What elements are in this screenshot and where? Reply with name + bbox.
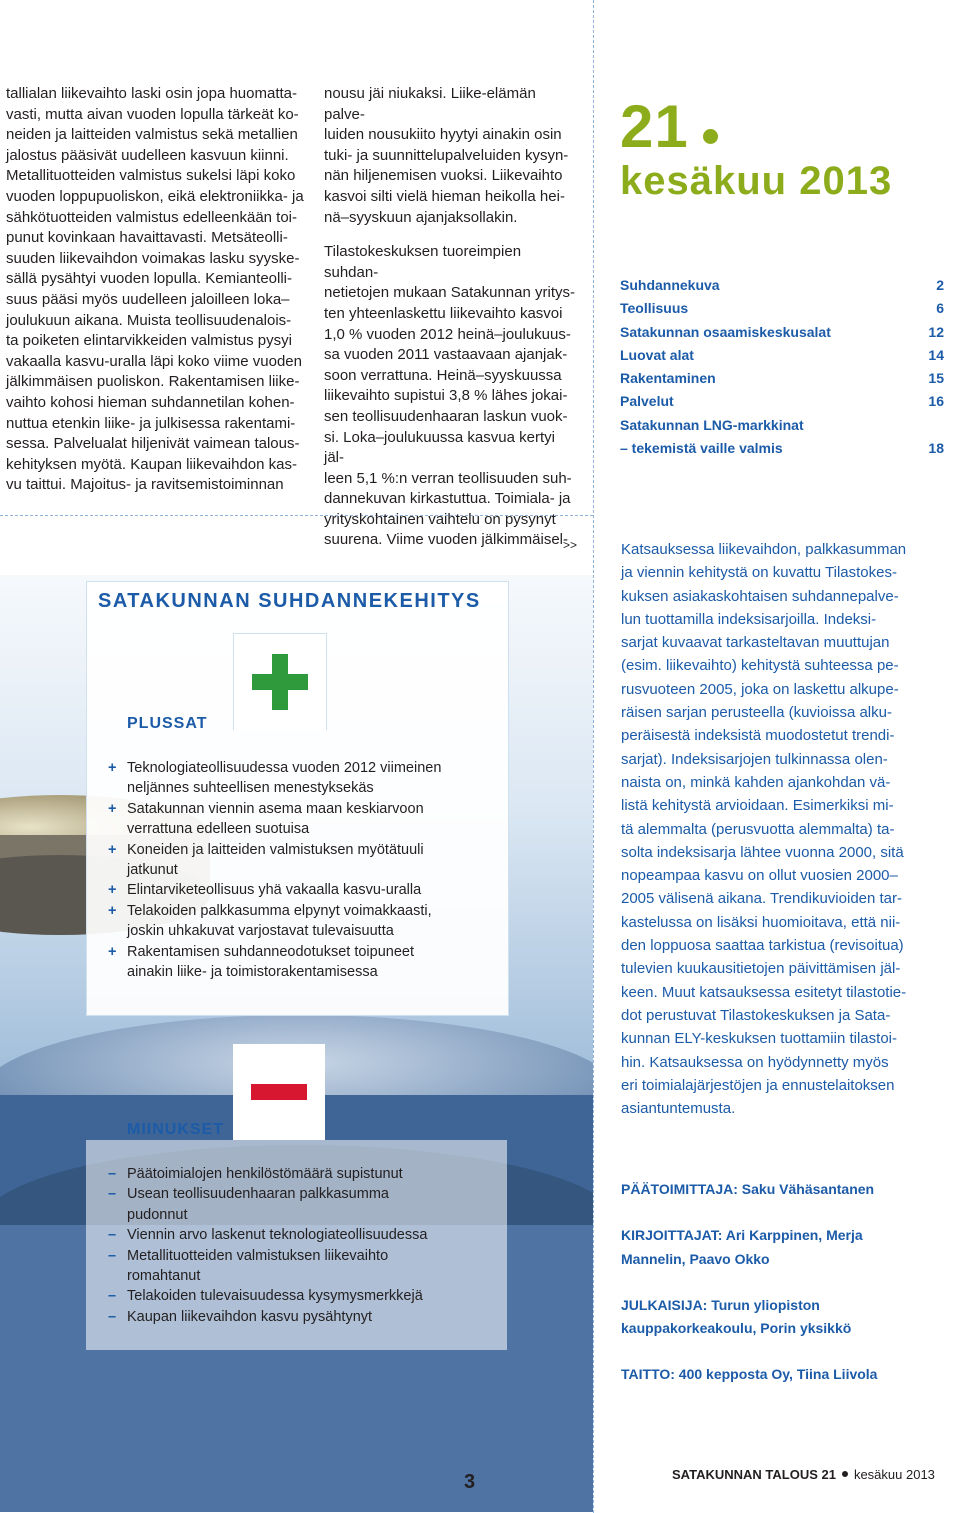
plus-heading: PLUSSAT — [127, 715, 208, 732]
bullet-dot-icon — [703, 129, 718, 144]
credits — [621, 1178, 944, 1410]
article-paragraph: Tilastokeskuksen tuoreimpien suhdan- netietojen mukaan Satakunnan yritys- ten yhteenlaskettu liikevaihto kasvoi 1,0 % vuoden 2012 heinä–joulukuus- sa vuoden 2011 vastaavaan ajanjak- soon verrattuna. Heinä–syyskuussa liikevaihto supistui 3,8 % lähes jokai- sen teollisuudenhaaran laskun vuok- si. Loka–joulukuussa kasvua kertyi jäl- leen 5,1 %:n verran teollisuuden suh- dannekuvan kirkastuttua. Toimiala- ja yrityskohtainen vaihtelu on pysynyt suurena. Viime vuoden jälkimmäisel- — [324, 243, 575, 549]
credit-authors: KIRJOITTAJAT: Ari Karppinen, Merja Mannelin, Paavo Okko — [621, 1227, 863, 1267]
issue-month: kesäkuu 2013 — [620, 159, 893, 203]
credit-editor: PÄÄTOIMITTAJA: Saku Vähäsantanen — [621, 1181, 875, 1197]
table-of-contents — [620, 274, 944, 460]
minus-marker-icon: – — [108, 1308, 117, 1325]
list-item-text: Rakentamisen suhdanneodotukset toipuneet ainakin liike- ja toimistorakentamisessa — [127, 943, 414, 981]
toc-page: 2 — [936, 277, 944, 293]
list-item — [108, 799, 468, 840]
toc-page: 15 — [928, 370, 944, 387]
toc-item[interactable] — [620, 367, 944, 390]
minus-list — [108, 1164, 468, 1327]
toc-item[interactable] — [620, 390, 944, 413]
minus-icon — [233, 1044, 325, 1140]
list-item-text: Usean teollisuudenhaaran palkkasumma pudonnut — [127, 1186, 389, 1223]
list-item-text: Päätoimialojen henkilöstömäärä supistunut — [127, 1166, 403, 1182]
list-item — [108, 1286, 468, 1306]
toc-page: 16 — [928, 393, 944, 410]
credit-publisher: JULKAISIJA: Turun yliopiston kauppakorkeakoulu, Porin yksikkö — [621, 1296, 852, 1337]
list-item-text: Metallituotteiden valmistuksen liikevaihto romahtanut — [127, 1247, 389, 1285]
toc-page: 6 — [936, 300, 944, 317]
toc-item[interactable] — [620, 437, 944, 460]
list-item-text: Teknologiateollisuudessa vuoden 2012 viimeinen neljännes suhteellisen menestyksekäs — [127, 760, 442, 797]
issue-number: 21 — [620, 93, 689, 160]
list-item — [108, 1184, 468, 1225]
toc-item[interactable] — [620, 321, 944, 344]
publication-name: SATAKUNNAN TALOUS 21 — [672, 1467, 836, 1482]
footer-publication — [672, 1467, 935, 1482]
list-item — [108, 758, 468, 799]
plus-marker-icon: + — [108, 943, 117, 960]
toc-page: 14 — [928, 346, 944, 363]
toc-title: Satakunnan LNG-markkinat — [620, 416, 804, 433]
page-number: 3 — [464, 1471, 476, 1493]
article-paragraph: nousu jäi niukaksi. Liike-elämän palve- luiden nousukiito hyytyi ainakin osin tuki- ja suunnittelupalveluiden kysyn- nän hiljenemisen vuoksi. Liikevaihto kasvoi silti vielä hieman heikolla hei- nä–syyskuun ajanjaksollakin. — [324, 85, 569, 226]
article-paragraph: tallialan liikevaihto laski osin jopa huomatta- vasti, mutta aivan vuoden lopulla tärkeät ko- neiden ja laitteiden valmistus sekä metallien jalostus pääsivät uudelleen kasvuun kiinni. Metallituotteiden valmistus sukelsi läpi koko vuoden loppupuoliskon, eikä elektroniikka- ja sähkötuotteiden valmistus edelleenkään toi- punut kovinkaan havaittavasti. Metsäteolli- suuden liikevaihdon voimakas lasku syyske- sällä pysähtyi vuoden lopulla. Kemianteolli- suus pääsi myös uudelleen jaloilleen loka– joulukuun aikana. Muista teollisuudenalois- ta poiketen elintarvikkeiden valmistus pysyi vakaalla kasvu-uralla läpi koko viime vuoden jälkimmäisen puoliskon. Rakentamisen liike- vaihto kohosi hieman suhdannetilan kohen- nuttua etenkin liike- ja julkisessa rakentami- sessa. Palvelualat hiljenivät vaimean talous- kehityksen myötä. Kaupan liikevaihdon kas- vu taittui. Majoitus- ja ravitsemistoiminnan — [6, 85, 304, 494]
toc-title: Luovat alat — [620, 346, 694, 363]
toc-title: – tekemistä vaille valmis — [620, 440, 783, 457]
list-item — [108, 1225, 468, 1245]
list-item — [108, 942, 468, 983]
column-divider-vertical — [593, 0, 594, 1513]
issue-header — [620, 93, 893, 204]
list-item — [108, 1164, 468, 1184]
continue-arrow-icon: >> — [563, 538, 578, 552]
toc-title: Rakentaminen — [620, 370, 716, 387]
minus-marker-icon: – — [108, 1186, 117, 1203]
toc-page: 18 — [928, 440, 944, 457]
article-column-2 — [324, 84, 578, 565]
toc-page: 12 — [928, 323, 944, 340]
list-item-text: Koneiden ja laitteiden valmistuksen myötätuuli jatkunut — [127, 841, 424, 879]
list-item — [108, 880, 468, 900]
list-item-text: Telakoiden palkkasumma elpynyt voimakkaasti, joskin uhkakuvat varjostavat tulevaisuutta — [127, 902, 432, 940]
list-item — [108, 901, 468, 942]
toc-item[interactable] — [620, 344, 944, 367]
plus-icon — [233, 633, 327, 730]
list-item — [108, 1246, 468, 1287]
list-item-text: Telakoiden tulevaisuudessa kysymysmerkkejä — [127, 1288, 423, 1305]
plus-marker-icon: + — [108, 760, 117, 776]
outlook-box-title: SATAKUNNAN SUHDANNEKEHITYS — [98, 590, 481, 612]
publication-month: kesäkuu 2013 — [853, 1467, 935, 1482]
list-item-text: Satakunnan viennin asema maan keskiarvoon verrattuna edelleen suotuisa — [127, 800, 424, 838]
list-item — [108, 840, 468, 881]
plus-list — [108, 758, 468, 982]
toc-item[interactable] — [620, 414, 944, 437]
minus-heading: MIINUKSET — [127, 1121, 224, 1138]
plus-marker-icon: + — [108, 800, 117, 817]
list-item-text: Viennin arvo laskenut teknologiateollisuudessa — [127, 1227, 428, 1244]
bullet-dot-icon — [842, 1471, 848, 1477]
toc-item[interactable] — [620, 297, 944, 320]
minus-marker-icon: – — [108, 1288, 117, 1305]
plus-marker-icon: + — [108, 841, 117, 858]
minus-marker-icon: – — [108, 1227, 117, 1244]
article-column-1 — [6, 84, 308, 510]
plus-marker-icon: + — [108, 902, 117, 919]
toc-title: Suhdannekuva — [620, 277, 720, 293]
toc-item[interactable] — [620, 274, 944, 297]
list-item — [108, 1307, 468, 1327]
plus-marker-icon: + — [108, 882, 117, 899]
list-item-text: Elintarviketeollisuus yhä vakaalla kasvu-uralla — [127, 882, 422, 899]
toc-title: Teollisuus — [620, 300, 689, 317]
minus-marker-icon: – — [108, 1247, 117, 1264]
methodology-note: Katsauksessa liikevaihdon, palkkasumman ja viennin kehitystä on kuvattu Tilastokes- kuksen asiakaskohtaisen suhdannepalve- lun tuottamilla indeksisarjoilla. Indeksi- sarjat kuvaavat tarkasteltavan muuttujan (esim. liikevaihto) kehitystä suhteessa pe- rusvuoteen 2005, joka on laskettu alkupe- räisen sarjan perusteella (kuvioissa alku- peräisestä indeksistä muodostetut trendi- sarjat). Indeksisarjojen tulkinnassa olen- naista on, minkä kahden ajankohdan vä- listä kehitystä arvioidaan. Esimerkiksi mi- tä alemmalta (perusvuotta alemmalta) ta- solta indeksisarja lähtee vuonna 2000, sitä nopeampaa kasvu on ollut vuosien 2000– 2005 välisenä aikana. Trendikuvioiden tar- kastelussa on lisäksi huomioitava, että nii- den loppuosa saattaa tarkistua (revisoitua) tulevien kuukausitietojen päivittämisen jäl- keen. Muut katsauksessa esitetyt tilastotie- dot perustuvat Tilastokeskuksen ja Sata- kunnan ELY-keskuksen tuottamiin tilastoi- hin. Katsauksessa on hyödynnetty myös eri toimialajärjestöjen ja ennustelaitoksen asiantuntemusta. — [621, 541, 907, 1118]
minus-marker-icon: – — [108, 1166, 117, 1182]
toc-title: Satakunnan osaamiskeskusalat — [620, 323, 831, 340]
toc-title: Palvelut — [620, 393, 674, 410]
list-item-text: Kaupan liikevaihdon kasvu pysähtynyt — [127, 1308, 373, 1325]
credit-layout: TAITTO: 400 kepposta Oy, Tiina Liivola — [621, 1366, 878, 1383]
